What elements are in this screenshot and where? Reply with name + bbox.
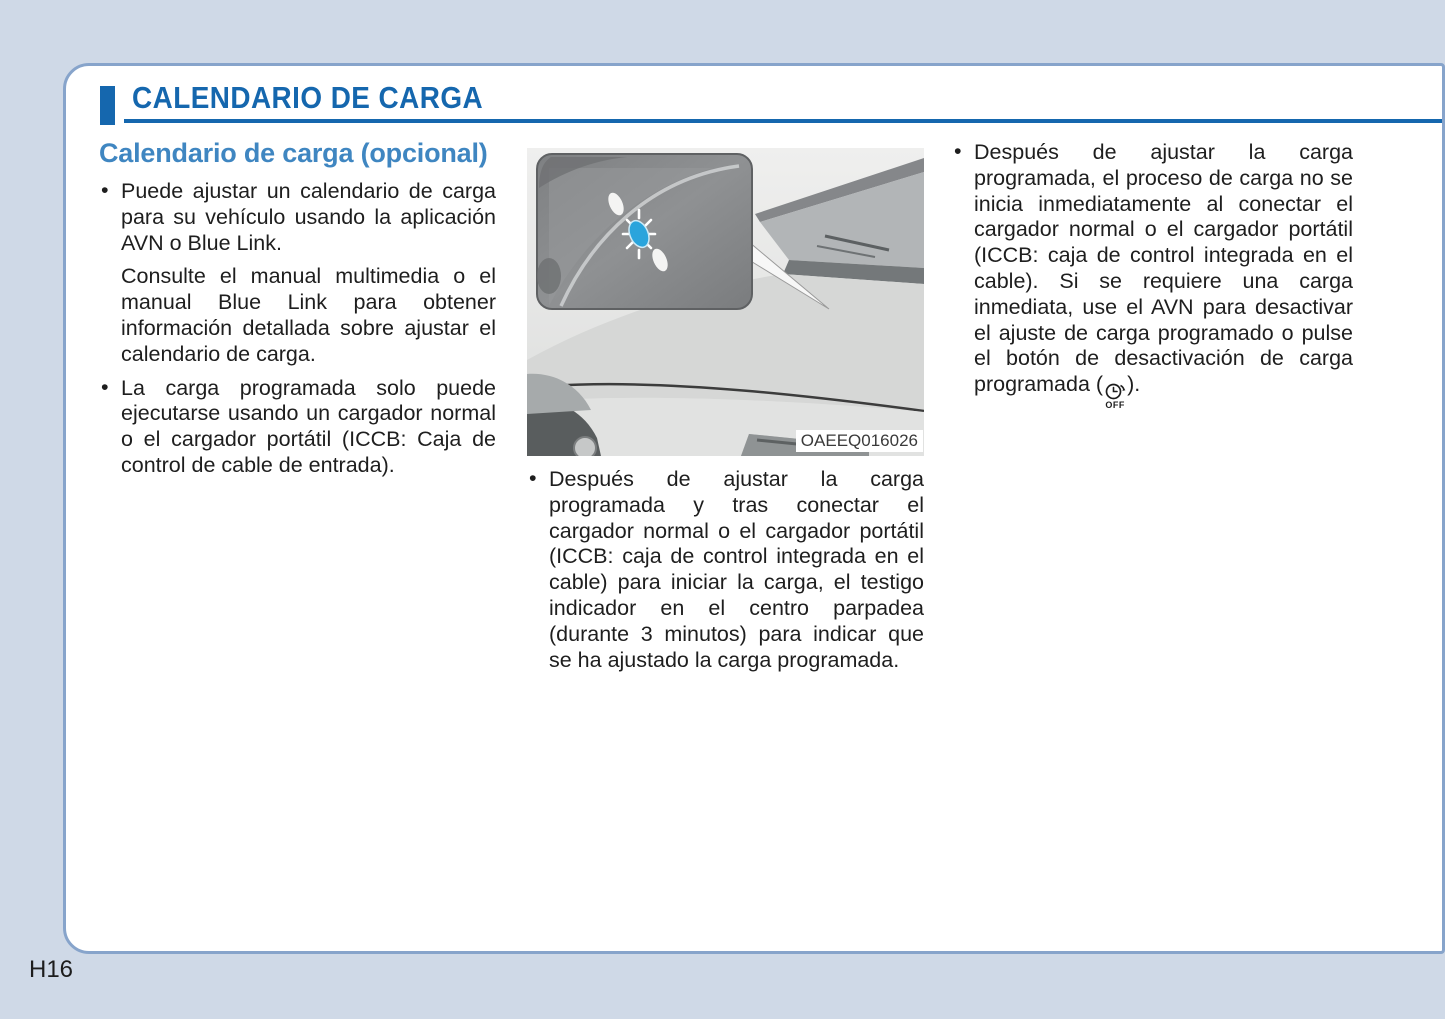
list-item-text: Puede ajustar un calendario de carga para su vehículo usando la aplicación AVN o Blue Link. — [121, 179, 496, 255]
image-caption: OAEEQ016026 — [796, 430, 923, 452]
section-marker-bar — [100, 86, 115, 125]
list-item-text: Después de ajustar la carga programada y tras conectar el cargador normal o el cargador portátil (ICCB: caja de control integrada en el cable) para iniciar la carga, el testigo indicador en el centro parpadea (durante 3 minutos) para indicar que se ha ajustado la carga programada. — [549, 467, 924, 672]
list-item-text: Después de ajustar la carga programada, el proceso de carga no se inicia inmediatamente al conectar el cargador normal o el cargador portátil (ICCB: caja de control integrada en el cable). Si se requiere una carga inmediata, use el AVN para desactivar el ajuste de carga programado o pulse el botón de desactivación de carga programada ( — [974, 140, 1353, 397]
list-item-text: La carga programada solo puede ejecutarse usando un cargador normal o el cargador portátil (ICCB: Caja de control de cable de entrada). — [121, 375, 496, 477]
bullet-icon: • — [954, 139, 962, 163]
article-heading: Calendario de carga (opcional) — [99, 138, 488, 168]
column-right — [952, 140, 1353, 418]
column-left — [99, 179, 496, 487]
car-hood-illustration — [527, 148, 924, 456]
list-item — [952, 140, 1353, 410]
page-number: H16 — [29, 956, 74, 983]
bullet-icon: • — [101, 178, 109, 202]
off-label: OFF — [1105, 400, 1125, 411]
bullet-icon: • — [529, 466, 537, 490]
charging-indicator-photo — [527, 148, 924, 456]
paragraph: Consulte el manual multimedia o el manual Blue Link para obtener información detallada sobre ajustar el calendario de carga. — [121, 264, 496, 366]
manual-page — [63, 63, 1445, 954]
section-title: CALENDARIO DE CARGA — [132, 80, 484, 115]
scheduled-charge-off-icon — [1104, 382, 1126, 410]
list-item-text: ). — [1127, 372, 1141, 397]
list-item — [99, 376, 496, 479]
inset-zoom-box — [537, 154, 752, 309]
bullet-icon: • — [101, 374, 109, 399]
list-item — [527, 467, 924, 673]
section-rule — [124, 119, 1442, 123]
column-middle — [527, 148, 924, 681]
list-item — [99, 179, 496, 256]
